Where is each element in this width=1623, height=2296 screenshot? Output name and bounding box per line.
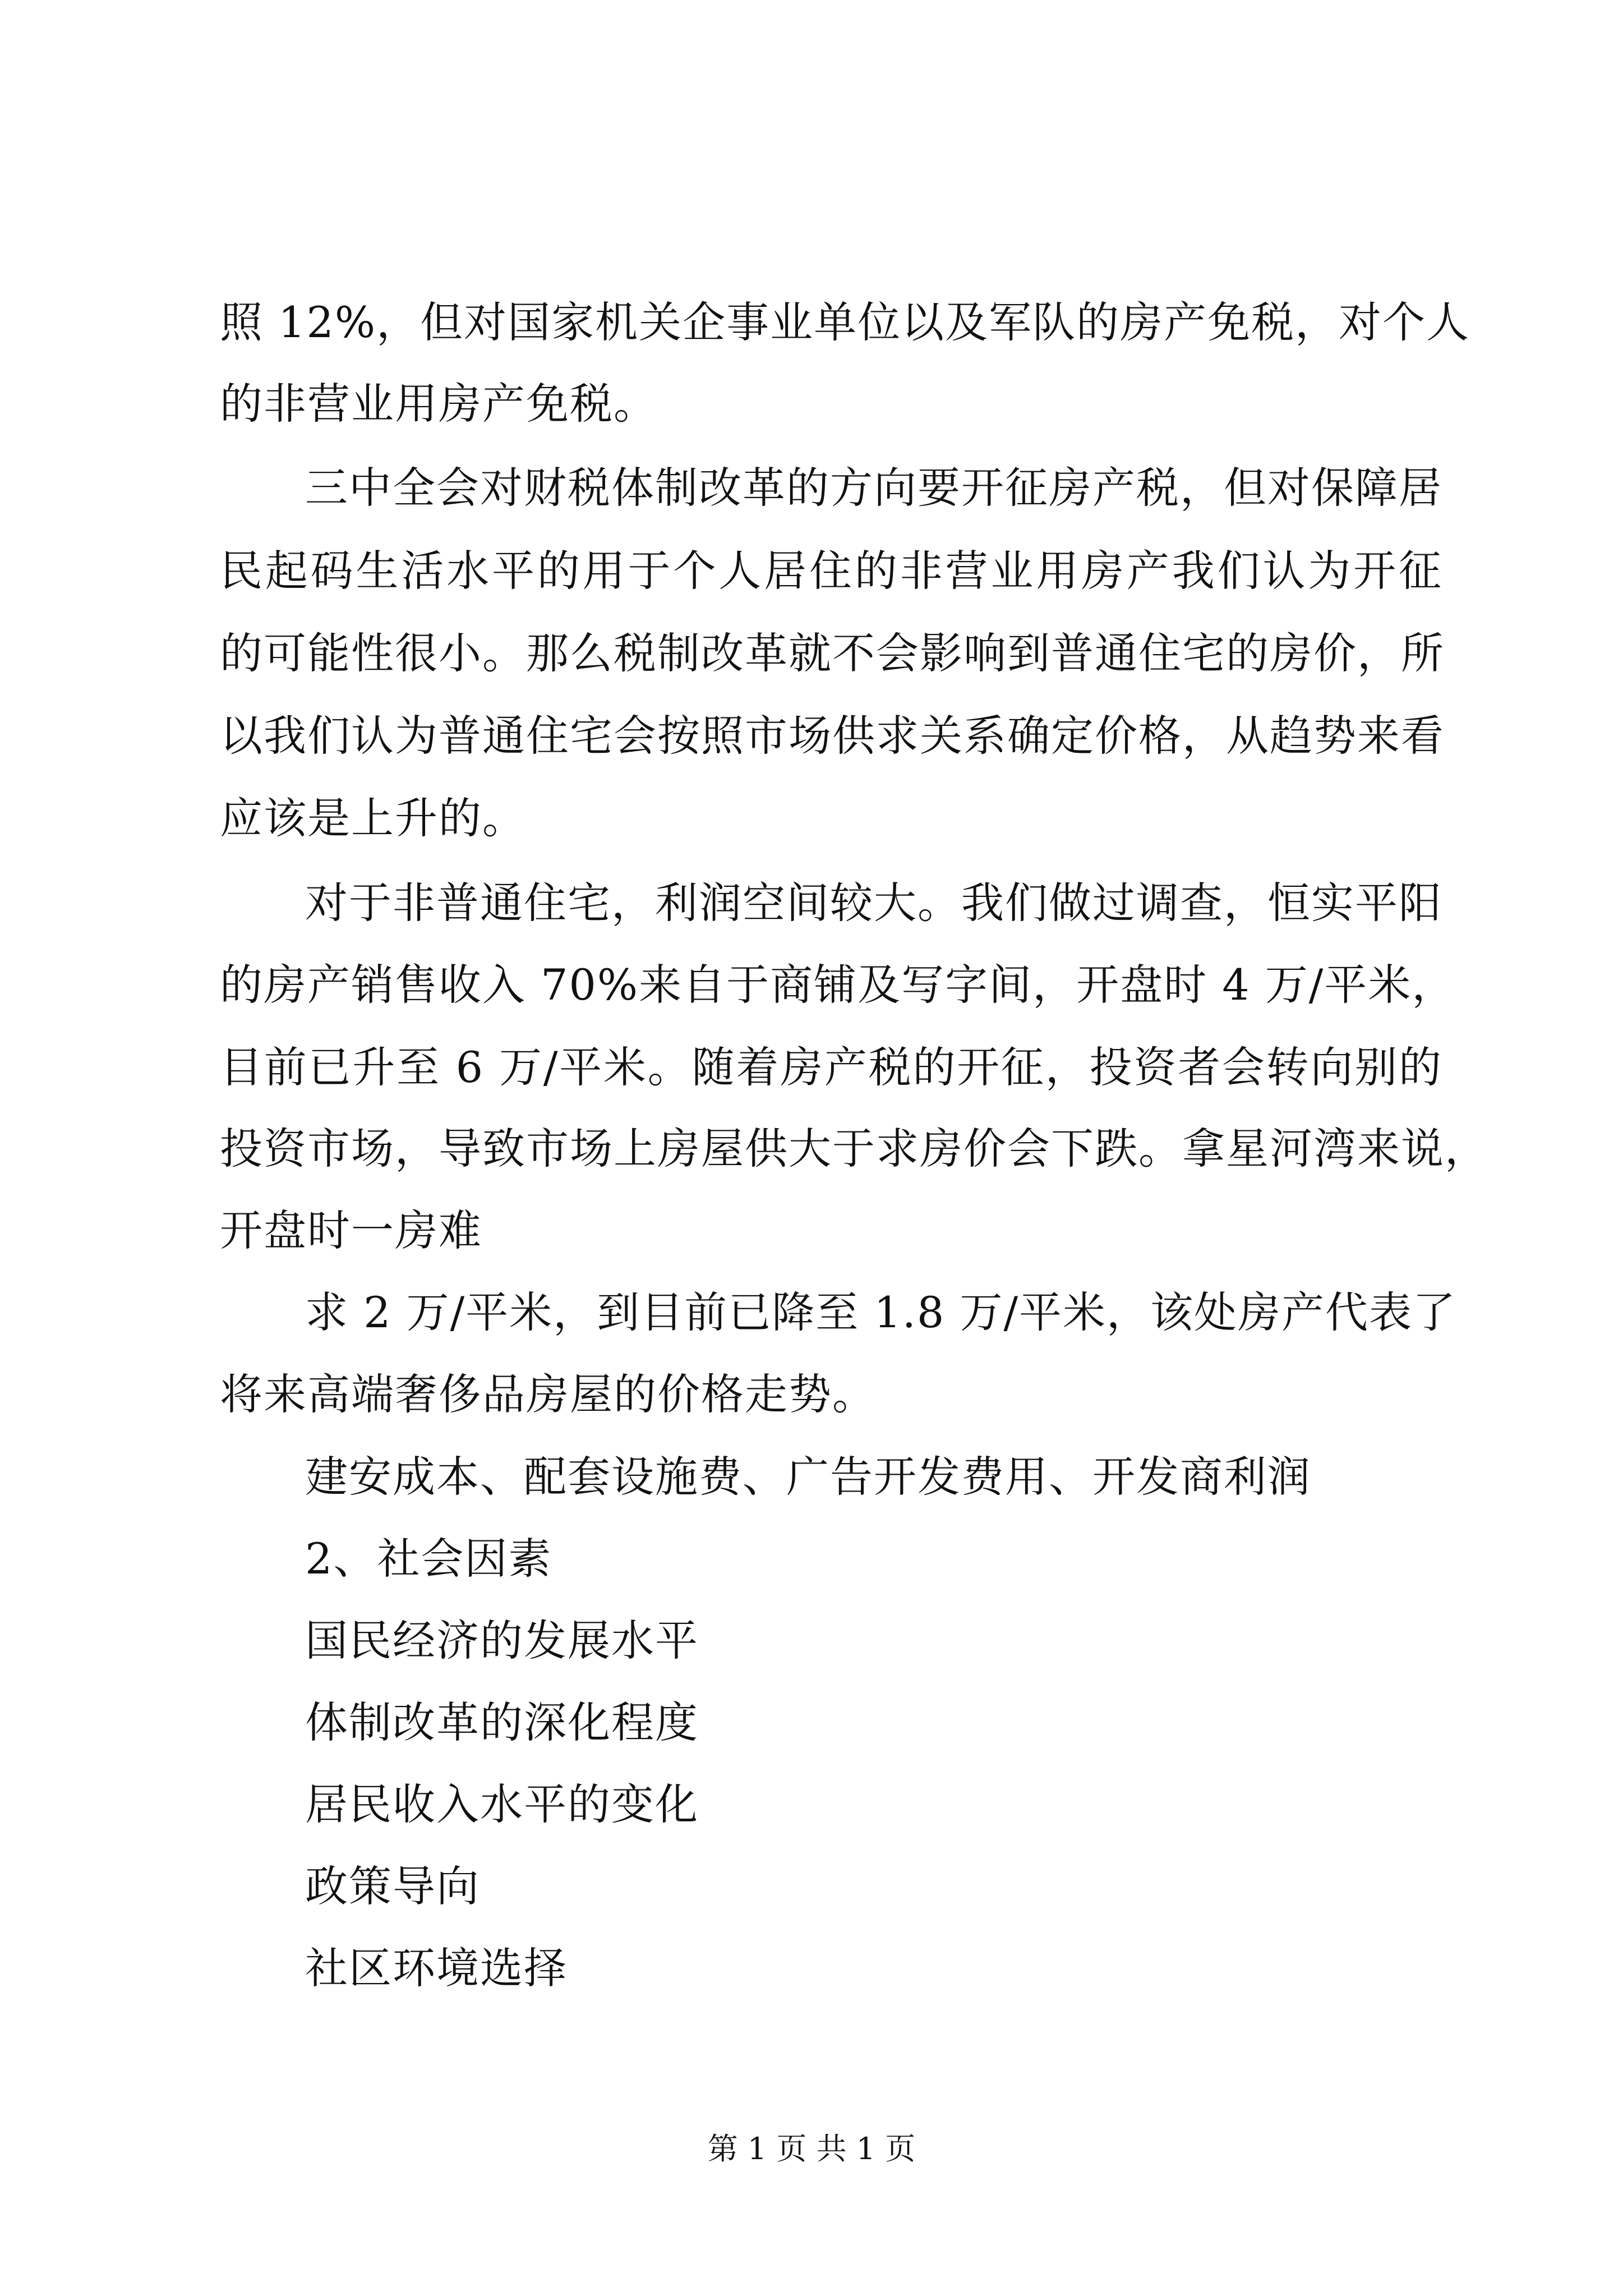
paragraph-line: 应该是上升的。 [220,793,526,843]
section-heading: 2、社会因素 [305,1534,552,1584]
list-line: 政策导向 [305,1861,480,1911]
list-line: 国民经济的发展水平 [305,1616,699,1665]
list-line: 居民收入水平的变化 [305,1779,699,1829]
paragraph-line: 对于非普通住宅，利润空间较大。我们做过调查，恒实平阳 [305,878,1442,928]
paragraph-line: 以我们认为普通住宅会按照市场供求关系确定价格，从趋势来看 [220,711,1445,761]
list-line: 体制改革的深化程度 [305,1697,699,1747]
paragraph-line: 的非营业用房产免税。 [220,379,657,429]
paragraph-line: 的房产销售收入 70%来自于商铺及写字间，开盘时 4 万/平米， [220,960,1456,1010]
list-line: 建安成本、配套设施费、广告开发费用、开发商利润 [305,1452,1311,1502]
paragraph-line: 开盘时一房难 [220,1205,482,1255]
paragraph-line: 民起码生活水平的用于个人居住的非营业用房产我们认为开征 [220,546,1442,596]
paragraph-line: 将来高端奢侈品房屋的价格走势。 [220,1369,876,1419]
page-number-footer: 第 1 页 共 1 页 [707,2131,916,2166]
paragraph-line: 的可能性很小。那么税制改革就不会影响到普通住宅的房价，所 [220,628,1445,678]
paragraph-line: 投资市场，导致市场上房屋供大于求房价会下跌。拿星河湾来说， [220,1124,1488,1174]
list-line: 社区环境选择 [305,1943,568,1993]
paragraph-line: 三中全会对财税体制改革的方向要开征房产税，但对保障居 [305,463,1442,513]
paragraph-line: 目前已升至 6 万/平米。随着房产税的开征，投资者会转向别的 [220,1042,1442,1092]
paragraph-line: 求 2 万/平米，到目前已降至 1.8 万/平米，该处房产代表了 [305,1287,1457,1337]
paragraph-line: 照 12%，但对国家机关企事业单位以及军队的房产免税，对个人 [220,297,1470,347]
